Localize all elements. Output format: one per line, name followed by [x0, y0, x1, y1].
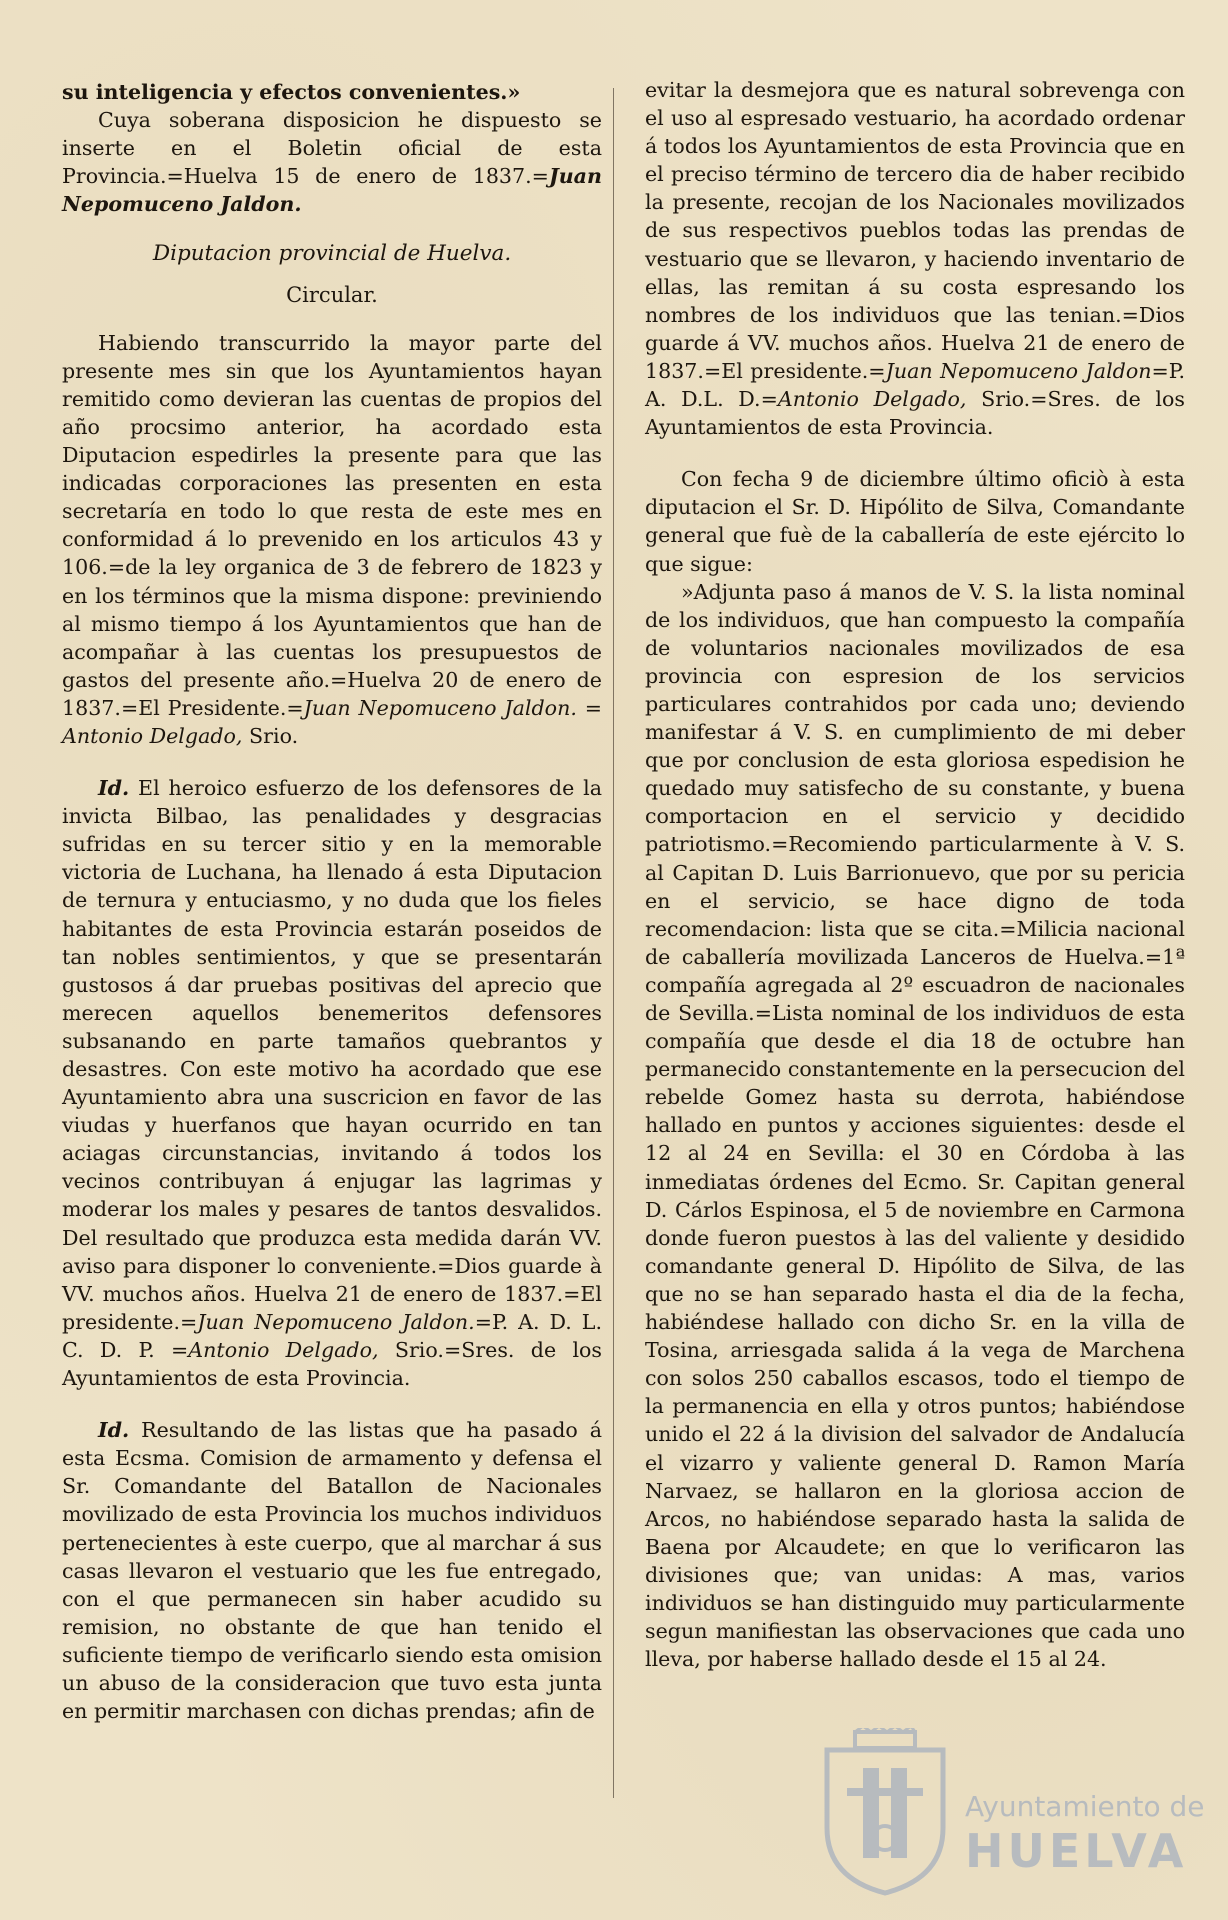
paragraph-silva-letter: Con fecha 9 de diciembre último oficiò à esta diputacion el Sr. D. Hipólito de Silva, Comandante general que fuè de la caballería de este ejército lo que sigue:	[645, 467, 1185, 576]
paragraph-uniforms-continued: evitar la desmejora que es natural sobrevenga con el uso al espresado vestuario, ha acordado ordenar á todos los Ayuntamientos de esta Provincia que en el preciso término de tercero dia de haber recibido la presente, recojan de los Nacionales movilizados de sus respectivos pueblos todas las prendas de vestuario que se llevaron, y haciendo inventario de ellas, las remitan á su costa espresando los nombres de los individuos que las tenian.=Dios guarde á VV. muchos años. Huelva 21 de enero de 1837.=El presidente.=Juan Nepomuceno Jaldon=P. A. D.L. D.=Antonio Delgado, Srio.=Sres. de los Ayuntamientos de esta Provincia.	[645, 78, 1185, 440]
opening-fragment: su inteligencia y efectos convenientes.»	[62, 80, 521, 104]
section-heading: Diputacion provincial de Huelva.	[152, 241, 512, 267]
coat-of-arms-icon	[815, 1728, 955, 1898]
ayuntamiento-watermark	[815, 1728, 1205, 1898]
paragraph-circular-accounts: Habiendo transcurrido la mayor parte del presente mes sin que los Ayuntamientos hayan remitido como devieran las cuentas de propios del año procsimo anterior, ha acordado esta Diputacion espedirles la presente para que las indicadas corporaciones las presenten en esta secretaría en todo lo que resta de este mes en conformidad á lo prevenido en los articulos 43 y 106.=de la ley organica de 3 de febrero de 1823 y en los términos que la misma dispone: previniendo al mismo tiempo á los Ayuntamientos que han de acompañar à las cuentas los presupuestos de gastos del presente año.=Huelva 20 de enero de 1837.=El Presidente.=Juan Nepomuceno Jaldon. = Antonio Delgado, Srio.	[62, 330, 602, 748]
id-marker: Id.	[98, 776, 130, 801]
signature-jaldon: Juan Nepomuceno Jaldon	[885, 358, 1152, 383]
signature-delgado: Antonio Delgado,	[777, 387, 967, 412]
signature-delgado: Antonio Delgado,	[188, 1337, 379, 1362]
left-column	[62, 78, 602, 1725]
right-column	[645, 76, 1185, 1673]
watermark-line-1: Ayuntamiento de	[965, 1790, 1205, 1823]
id-marker: Id.	[98, 1418, 130, 1443]
paragraph-uniforms: Id. Resultando de las listas que ha pasado á esta Ecsma. Comision de armamento y defensa el Sr. Comandante del Batallon de Nacionales movilizado de esta Provincia los muchos individuos pertenecientes à este cuerpo, que al marchar á sus casas llevaron el vestuario que les fue entregado, con el que permanecen sin haber acudido su remision, no obstante de que han tenido el suficiente tiempo de verificarlo siendo esta omision un abuso de la consideracion que tuvo esta junta en permitir marchasen con dichas prendas; afin de	[62, 1418, 602, 1724]
paragraph-bilbao-subscription: Id. El heroico esfuerzo de los defensores de la invicta Bilbao, las penalidades y desgracias sufridas en su tercer sitio y en la memorable victoria de Luchana, ha llenado á esta Diputacion de ternura y entuciasmo, y no duda que los fieles habitantes de esta Provincia estarán poseidos de tan nobles sentimientos, y que se presentarán gustosos á dar pruebas positivas del aprecio que merecen aquellos benemeritos defensores subsanando en parte tamaños quebrantos y desastres. Con este motivo ha acordado que ese Ayuntamiento abra una suscricion en favor de las viudas y huerfanos que hayan ocurrido en tan aciagas circunstancias, invitando á todos los vecinos contribuyan á enjugar las lagrimas y moderar los males y pesares de tantos desvalidos. Del resultado que produzca esta medida darán VV. aviso para disponer lo conveniente.=Dios guarde à VV. muchos años. Huelva 21 de enero de 1837.=El presidente.=Juan Nepomuceno Jaldon.=P. A. D. L. C. D. P. =Antonio Delgado, Srio.=Sres. de los Ayuntamientos de esta Provincia.	[62, 776, 603, 1391]
signature-jaldon: Juan Nepomuceno Jaldon.	[197, 1309, 475, 1334]
column-divider	[613, 88, 614, 1798]
signature-block: Juan Nepomuceno Jaldon. = Antonio Delgado,	[62, 695, 602, 748]
paragraph-company-list: »Adjunta paso á manos de V. S. la lista nominal de los individuos, que han compuesto la compañía de voluntarios nacionales movilizados de esa provincia con espresion de los servicios particulares contrahidos por cada uno; deviendo manifestar á V. S. en cumplimiento de mi deber que por conclusion de esta gloriosa espedision he quedado muy satisfecho de su constante, y buena comportacion en el servicio y decidido patriotismo.=Recomiendo particularmente à V. S. al Capitan D. Luis Barrionuevo, que por su pericia en el servicio, se hace digno de toda recomendacion: lista que se cita.=Milicia nacional de caballería movilizada Lanceros de Huelva.=1ª compañía agregada al 2º escuadron de nacionales de Sevilla.=Lista nominal de los individuos de esta compañía que desde el dia 18 de octubre han permanecido constantemente en la persecucion del rebelde Gomez hasta su derrota, habiéndose hallado en puntos y acciones siguientes: desde el 12 al 24 en Sevilla: el 30 en Córdoba à las inmediatas órdenes del Ecmo. Sr. Capitan general D. Cárlos Espinosa, el 5 de noviembre en Carmona donde fueron puestos à las del valiente y desidido comandante general D. Hipólito de Silva, de las que no se han separado hasta el dia de la fecha, habiéndese hallado con dicho Sr. en la villa de Tosina, arriesgada salida á la vega de Marchena con solos 250 caballos escasos, todo el tiempo de la permanencia en ella y otros puntos; habiéndose unido el 22 á la division del salvador de Andalucía el vizarro y valiente general D. Ramon María Narvaez, se hallaron en la gloriosa accion de Arcos, no habiéndose separado hasta la salida de Baena por Alcaudete; en que lo verificaron las divisiones que; van unidas: A mas, varios individuos se han distinguido muy particularmente segun manifiestan las observaciones que cada uno lleva, por haberse hallado desde el 15 al 24.	[645, 579, 1185, 1672]
signature-jaldon: Juan Nepomuceno Jaldon.	[62, 164, 602, 217]
watermark-line-2: HUELVA	[965, 1824, 1188, 1878]
paragraph-royal-order: Cuya soberana disposicion he dispuesto se inserte en el Boletin oficial de esta Provincia.=Huelva 15 de enero de 1837.=Juan Nepomuceno Jaldon.	[62, 108, 602, 217]
section-subheading: Circular.	[286, 282, 378, 307]
